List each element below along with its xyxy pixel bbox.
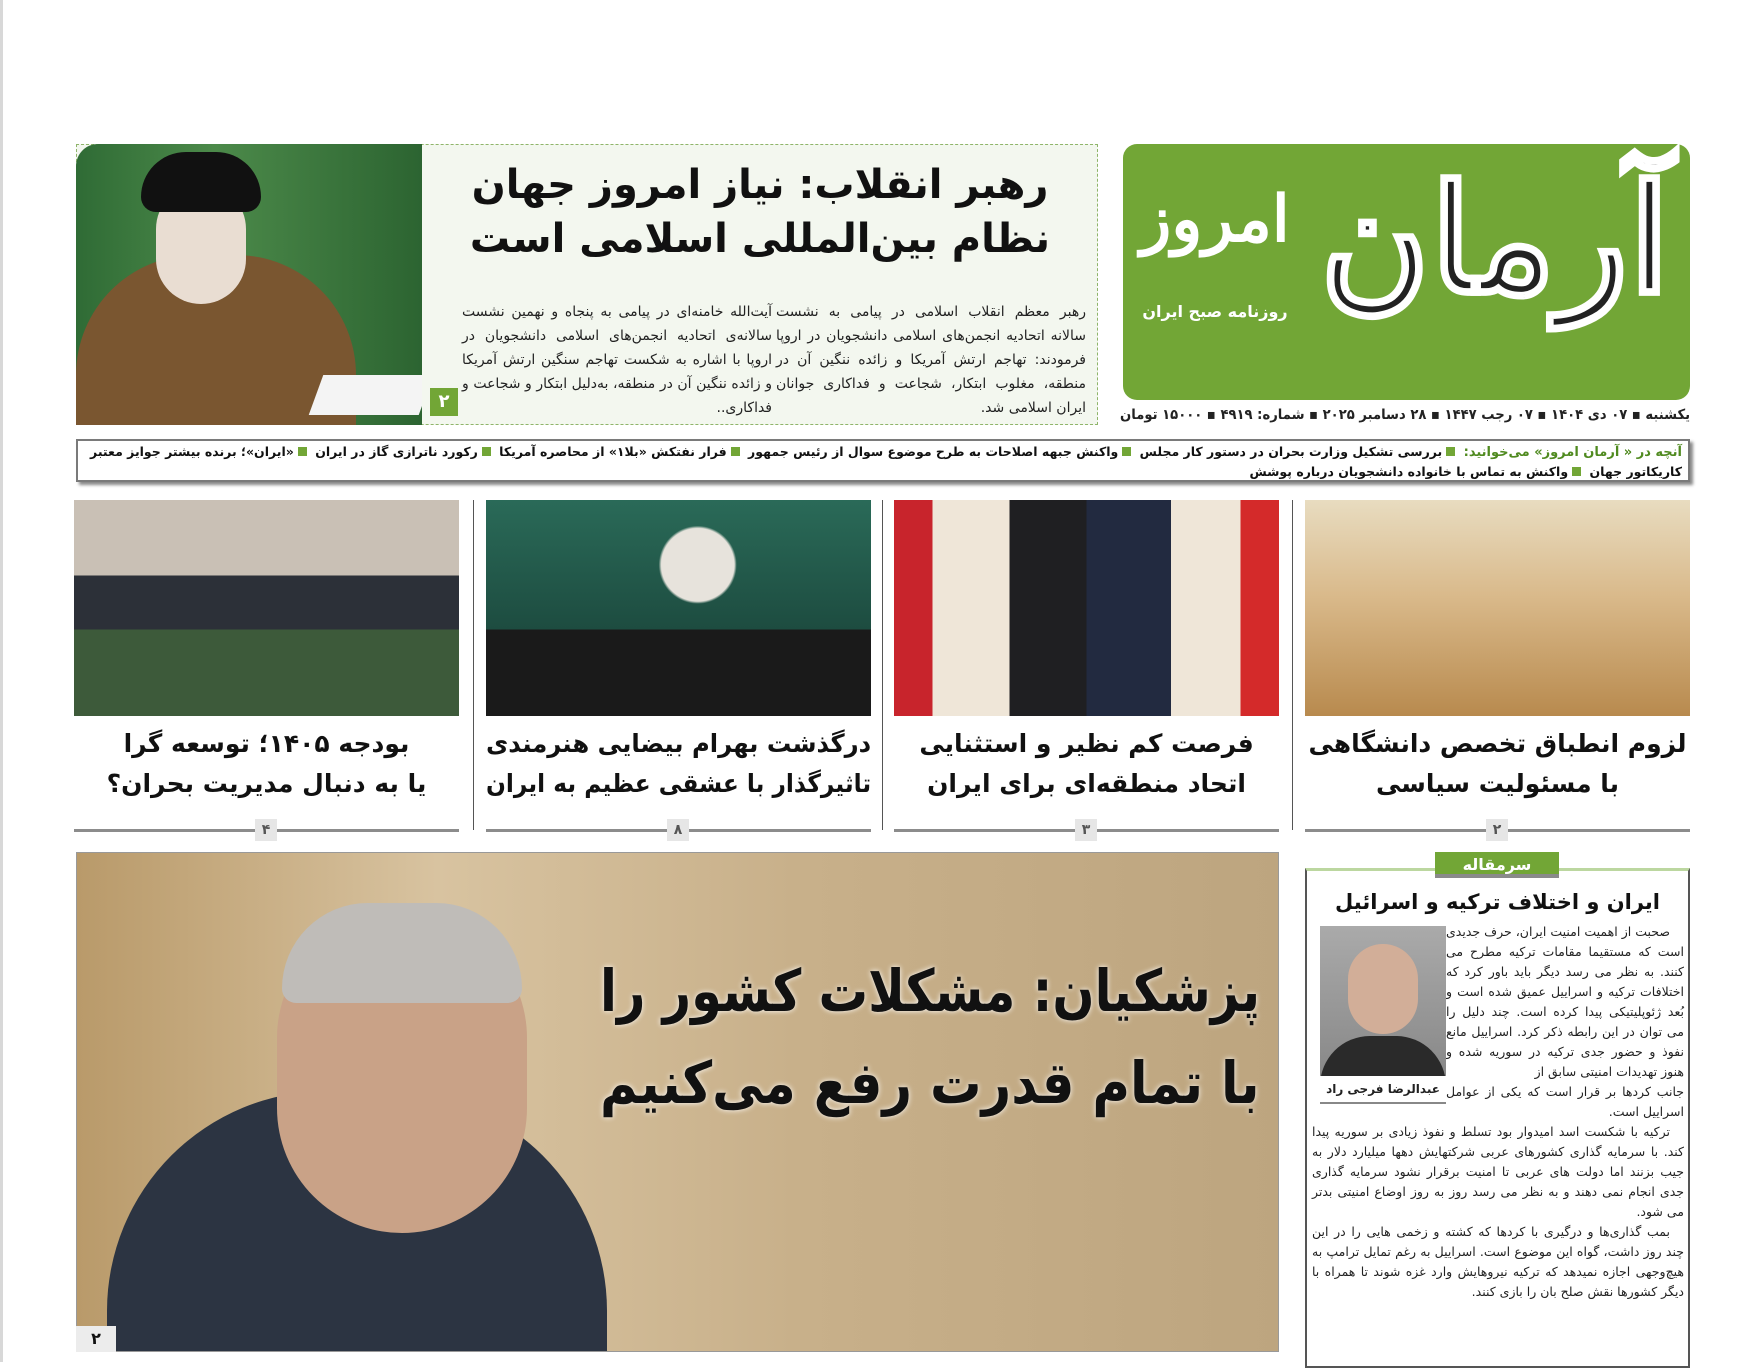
column-divider: [882, 500, 883, 830]
main-headline-line-2: با تمام قدرت رفع می‌کنیم: [600, 1049, 1260, 1117]
bullet-square-icon: [731, 447, 740, 456]
main-headline[interactable]: [600, 945, 1260, 1129]
editorial-paragraph: بمب گذاری‌ها و درگیری با کردها که کشته و زخمی هایی را در این چند روز داشت، گواه این موضوع است. اسراییل به رغم تمایل ترامپ به هیچ‌وجهی اجازه نمیدهد که ترکیه نیروهایش وارد غزه شوند تا همراه با دیگر کشورها نقش صلح بان را بازی کنند.: [1312, 1224, 1684, 1299]
lead-headline-line-2: نظام بین‌المللی اسلامی است: [469, 216, 1051, 262]
dateline: یکشنبه ▪ ۰۷ دی ۱۴۰۴ ▪ ۰۷ رجب ۱۴۴۷ ▪ ۲۸ دسامبر ۲۰۲۵ ▪ شماره: ۴۹۱۹ ▪ ۱۵۰۰۰ تومان: [1119, 407, 1690, 423]
story-photo-auditorium[interactable]: [1305, 500, 1690, 716]
dateline-box: [1120, 406, 1690, 424]
story-page-number: ۲: [1486, 819, 1508, 841]
ticker-item[interactable]: واکنش جبهه اصلاحات به طرح موضوع سوال از رئیس جمهور: [748, 444, 1119, 459]
story-headline-line: اتحاد منطقه‌ای برای ایران: [927, 769, 1246, 798]
editorial-paragraph: صحبت از اهمیت امنیت ایران، حرف جدیدی است که مستقیما مقامات ترکیه مطرح می کنند. به نظر می رسد دیگر باید باور کرد که اختلافات ترکیه و اسراییل عمیق شده است و بُعد ژئوپلیتیکی پیدا کرده است. چند دلیل را می توان در این رابطه ذکر کرد. اسراییل مانع نفوذ و حضور جدی ترکیه در سوریه شده و هنوز تهدیدات امنیتی سابق از: [1446, 924, 1684, 1079]
lead-headline[interactable]: [440, 158, 1080, 266]
lead-headline-line-1: رهبر انقلاب: نیاز امروز جهان: [471, 162, 1049, 208]
story-headline[interactable]: [894, 724, 1279, 804]
masthead-logo-name: آرمان: [1319, 152, 1671, 328]
story-headline[interactable]: [486, 724, 871, 804]
ticker-label: آنچه در « آرمان امروز» می‌خوانید:: [1463, 445, 1682, 460]
lead-text-column-right: رهبر معظم انقلاب اسلامی در پیامی به نشست سالانه اتحادیه انجمن‌های اسلامی دانشجویان در اروپا فرمودند: تهاجم ارتش آمریکا و زائده ننگین آن در منطقه، مغلوب ابتکار، شجاعت و فداکاری جوانان ایران اسلامی شد.: [776, 304, 1086, 416]
lead-text-column-left: آیت‌الله خامنه‌ای در پیامی به پنجاه و نهمین نشست سالانه‌ی اتحادیه انجمن‌های اسلامی دانشجویان در اروپا با اشاره به شکست تهاجم سنگین ارتش آمریکا و زائده ننگین آن در منطقه، به‌دلیل ابتکار و شجاعت و فداکاری..: [462, 304, 772, 416]
story-headline-line: فرصت کم نظیر و استثنایی: [919, 729, 1254, 758]
masthead-logo-name-2-box: [1135, 160, 1295, 280]
story-photo-diplomats[interactable]: [894, 500, 1279, 716]
story-headline-line: یا به دنبال مدیریت بحران؟: [106, 769, 427, 798]
story-headline-line: لزوم انطباق تخصص دانشگاهی: [1308, 729, 1687, 758]
ticker-item[interactable]: واکنش به تماس با خانواده دانشجویان درباره پوشش: [1249, 464, 1569, 479]
ticker-item[interactable]: رکورد ناترازی گاز در ایران: [315, 444, 478, 459]
story-headline-line: بودجه ۱۴۰۵؛ توسعه گرا: [123, 729, 410, 758]
masthead-logo-name-box: [1300, 80, 1690, 400]
main-headline-line-1: پزشکیان: مشکلات کشور را: [599, 957, 1260, 1025]
editorial-tag: سرمقاله: [1435, 852, 1559, 878]
masthead-tagline-box: [1135, 300, 1295, 324]
editorial-paragraph: جانب کردها بر قرار است که یکی از عوامل اسراییل است.: [1446, 1084, 1684, 1119]
editorial-title-box[interactable]: [1310, 888, 1685, 916]
bullet-square-icon: [482, 447, 491, 456]
page-edge: [0, 0, 3, 1362]
editorial-paragraph: ترکیه با شکست اسد امیدوار بود تسلط و نفوذ زیادی بر سوریه پیدا کند. با سرمایه گذاری کشورهای عربی شرکتهایش دهها میلیارد دلار به جیب بزنند اما دولت های عربی تا امنیت برقرار نشود سرمایه گذاری جدی انجام نمی دهند و به نظر می رسد روز به روز اوضاع امنیتی بدتر می شود.: [1312, 1124, 1684, 1219]
lead-page-badge: ۲: [430, 388, 458, 416]
masthead-logo-name-2: امروز: [1140, 182, 1290, 257]
story-page-number: ۴: [255, 819, 277, 841]
main-page-number: ۲: [76, 1326, 116, 1352]
editorial-title: ایران و اختلاف ترکیه و اسرائیل: [1335, 890, 1660, 914]
story-headline-line: درگذشت بهرام بیضایی هنرمندی: [485, 729, 871, 758]
story-photo-artist[interactable]: [486, 500, 871, 716]
story-headline[interactable]: [1305, 724, 1690, 804]
bullet-square-icon: [1122, 447, 1131, 456]
story-headline-line: با مسئولیت سیاسی: [1375, 769, 1620, 798]
bullet-square-icon: [298, 447, 307, 456]
editorial-body: [1312, 922, 1684, 1302]
ticker-item[interactable]: «ایران»؛ برنده بیشتر جوایز معتبر کاریکاتور جهان: [90, 444, 1682, 479]
story-page-number: ۸: [667, 819, 689, 841]
editorial-author-photo: [1320, 926, 1446, 1076]
editorial-author: عبدالرضا فرجی راد: [1320, 1076, 1446, 1104]
bullet-square-icon: [1572, 467, 1581, 476]
contents-ticker: [76, 439, 1690, 482]
ticker-item[interactable]: بررسی تشکیل وزارت بحران در دستور کار مجلس: [1139, 444, 1443, 459]
masthead-tagline: روزنامه صبح ایران: [1142, 302, 1288, 321]
story-headline[interactable]: [74, 724, 459, 804]
lead-story-photo[interactable]: [76, 144, 422, 425]
story-page-number: ۳: [1075, 819, 1097, 841]
story-headline-line: تاثیرگذار با عشقی عظیم به ایران: [485, 769, 871, 798]
editorial-author-block: [1320, 926, 1446, 1104]
story-photo-parliament[interactable]: [74, 500, 459, 716]
bullet-square-icon: [1446, 447, 1455, 456]
column-divider: [1292, 500, 1293, 830]
ticker-item[interactable]: فرار نفتکش «بلا۱» از محاصره آمریکا: [499, 444, 727, 459]
